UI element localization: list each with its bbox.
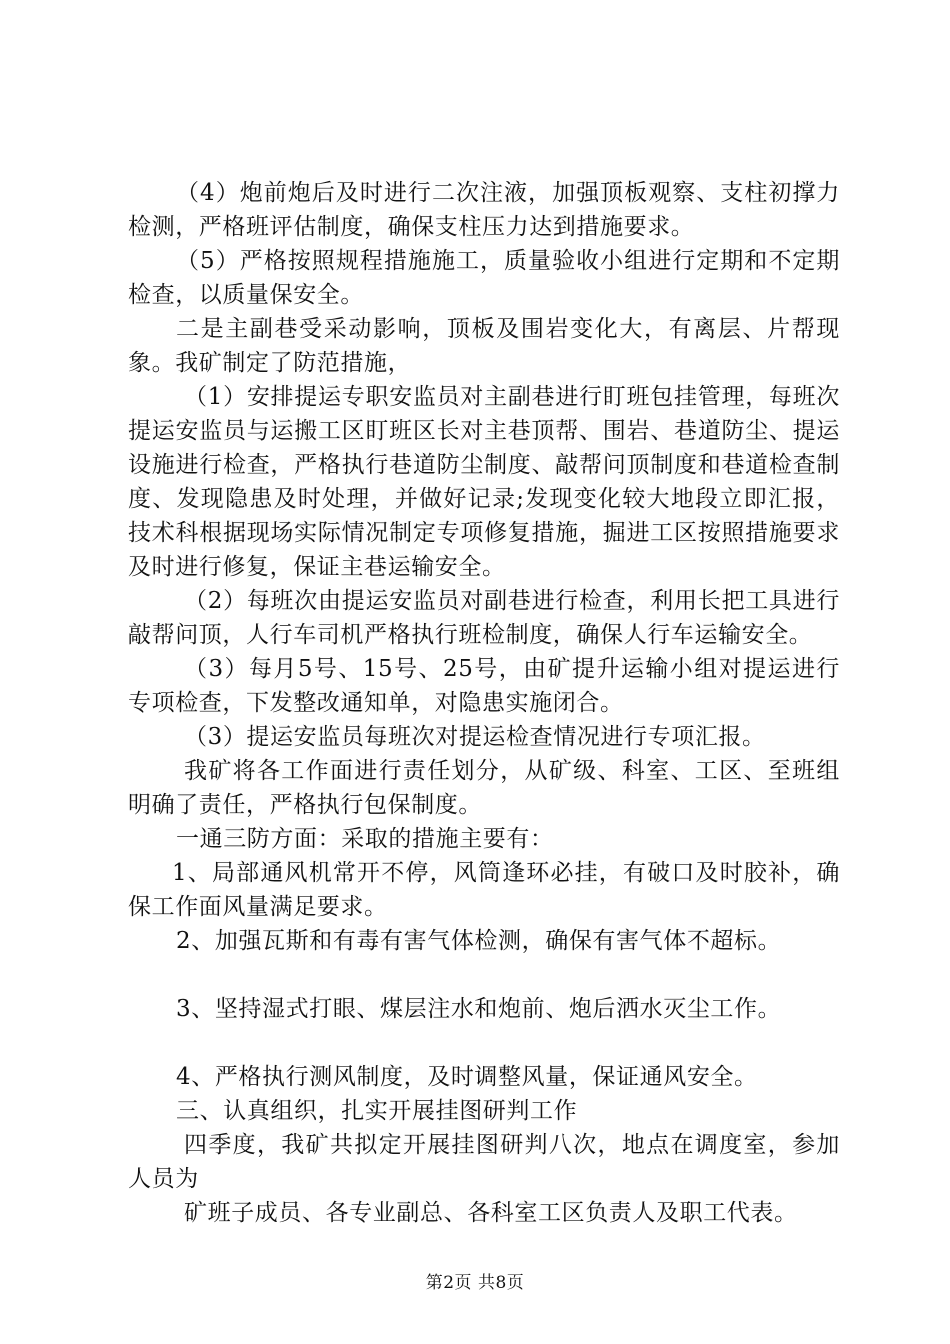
page-number-footer: 第2页 共8页: [425, 1273, 525, 1293]
paragraph: 2、加强瓦斯和有毒有害气体检测，确保有害气体不超标。: [176, 928, 782, 954]
paragraph: （3）提运安监员每班次对提运检查情况进行专项汇报。: [184, 724, 766, 750]
paragraph: （2）每班次由提运安监员对副巷进行检查，利用长把工具进行敲帮问顶，人行车司机严格执行班检制度，确保人行车运输安全。: [128, 588, 840, 648]
paragraph: （3）每月5号、15号、25号，由矿提升运输小组对提运进行专项检查，下发整改通知单，对隐患实施闭合。: [128, 656, 840, 716]
paragraph: （5）严格按照规程措施施工，质量验收小组进行定期和不定期检查，以质量保安全。: [128, 248, 840, 308]
document-body: [128, 176, 840, 1230]
paragraph: 我矿将各工作面进行责任划分，从矿级、科室、工区、至班组明确了责任，严格执行包保制度。: [128, 758, 840, 818]
paragraph: 矿班子成员、各专业副总、各科室工区负责人及职工代表。: [184, 1200, 798, 1226]
section-heading: 三、认真组织，扎实开展挂图研判工作: [176, 1098, 578, 1124]
paragraph: 3、坚持湿式打眼、煤层注水和炮前、炮后洒水灭尘工作。: [176, 996, 782, 1022]
paragraph: （4）炮前炮后及时进行二次注液，加强顶板观察、支柱初撑力检测，严格班评估制度，确保支柱压力达到措施要求。: [128, 180, 840, 240]
paragraph: 四季度，我矿共拟定开展挂图研判八次，地点在调度室，参加人员为: [128, 1132, 840, 1192]
paragraph: 4、严格执行测风制度，及时调整风量，保证通风安全。: [176, 1064, 758, 1090]
paragraph: 一通三防方面：采取的措施主要有：: [176, 826, 554, 852]
paragraph: 二是主副巷受采动影响，顶板及围岩变化大，有离层、片帮现象。我矿制定了防范措施，: [128, 316, 840, 376]
paragraph: （1）安排提运专职安监员对主副巷进行盯班包挂管理，每班次提运安监员与运搬工区盯班区长对主巷顶帮、围岩、巷道防尘、提运设施进行检查，严格执行巷道防尘制度、敲帮问顶制度和巷道检查制度、发现隐患及时处理，并做好记录;发现变化较大地段立即汇报，技术科根据现场实际情况制定专项修复措施，掘进工区按照措施要求及时进行修复，保证主巷运输安全。: [128, 384, 840, 580]
paragraph: 1、局部通风机常开不停，风筒逢环必挂，有破口及时胶补，确保工作面风量满足要求。: [128, 860, 840, 920]
